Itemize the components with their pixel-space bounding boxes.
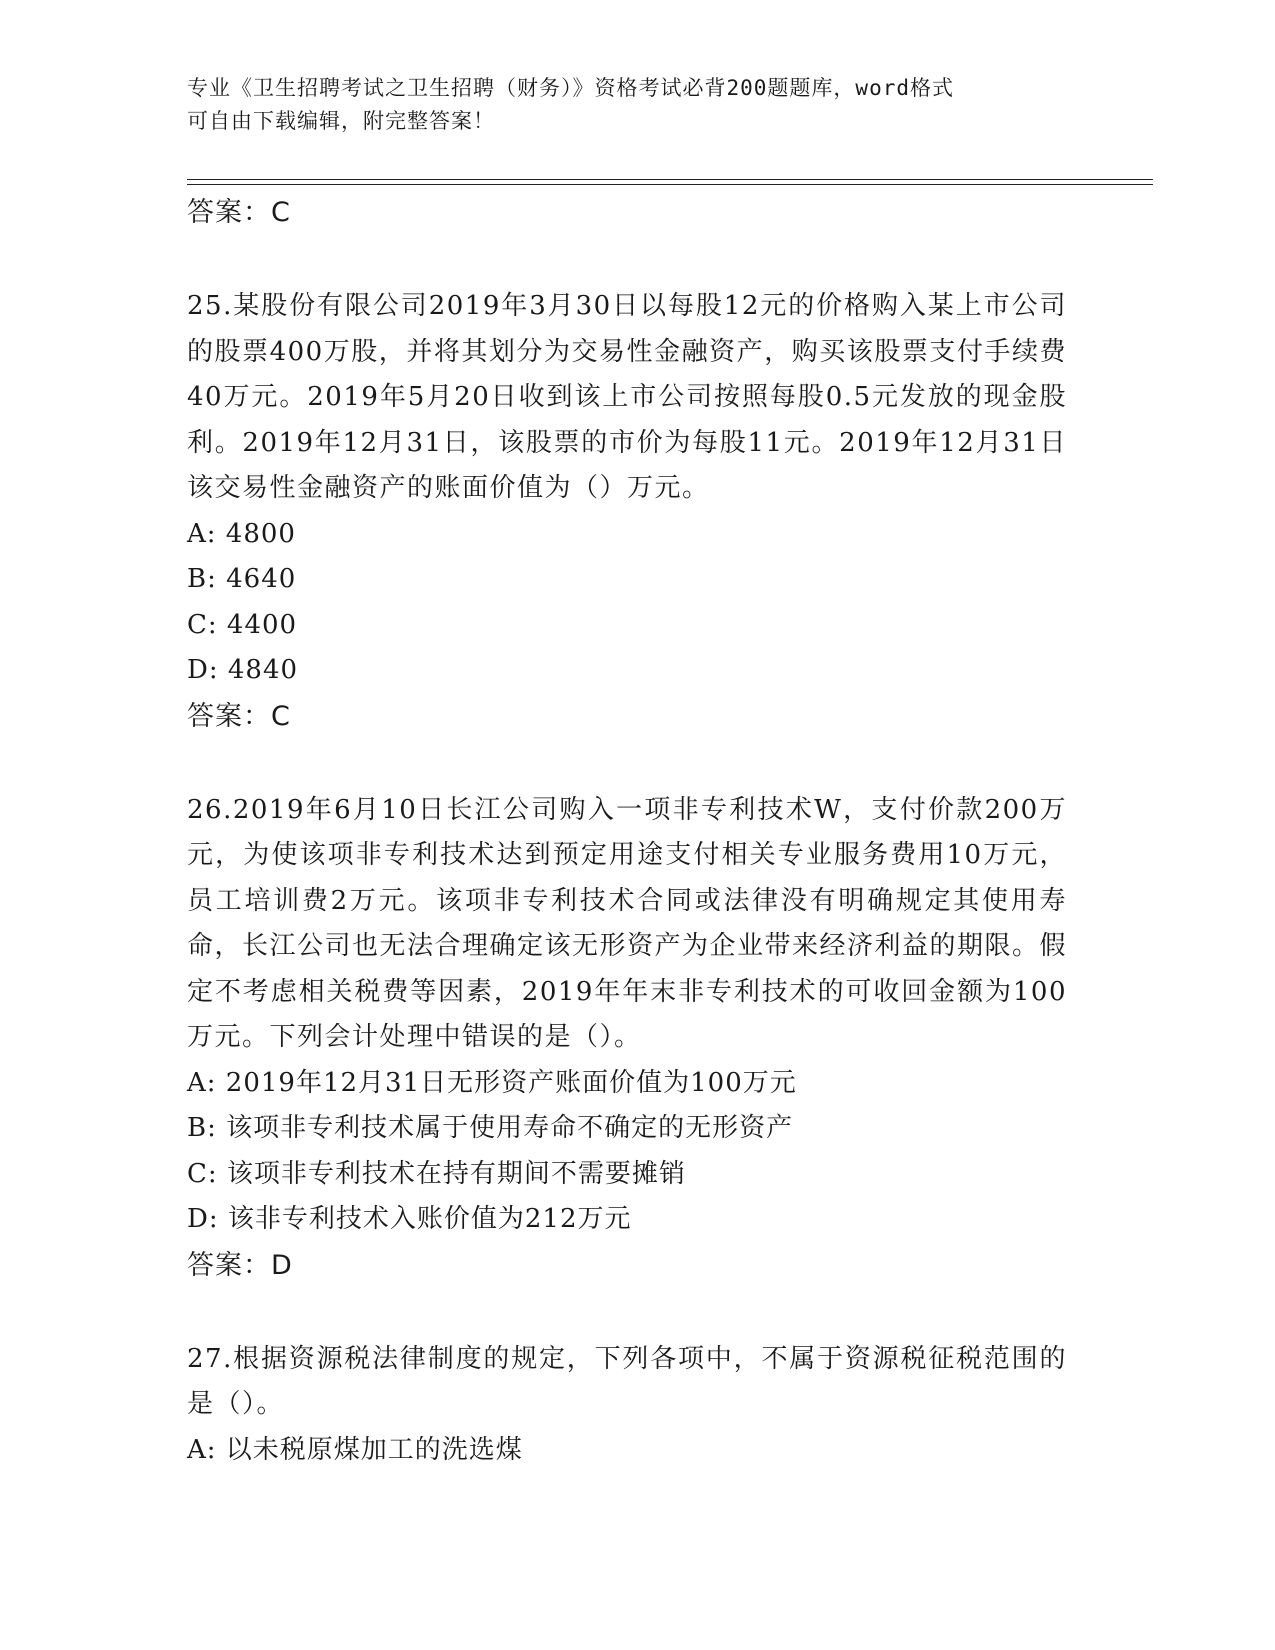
option-c: C: 4400	[187, 609, 298, 640]
header-line-2: 可自由下载编辑，附完整答案！	[187, 109, 495, 133]
option-a: A: 4800	[187, 518, 296, 549]
question-26	[187, 788, 1067, 1289]
option-b: B: 该项非专利技术属于使用寿命不确定的无形资产	[187, 1113, 794, 1143]
option-d: D: 该非专利技术入账价值为212万元	[187, 1204, 632, 1234]
option-b: B: 4640	[187, 564, 297, 594]
option-d: D: 4840	[187, 655, 299, 685]
option-a: A: 以未税原煤加工的洗选煤	[187, 1434, 523, 1465]
previous-answer: 答案：C	[187, 197, 291, 228]
header-rule-bottom	[187, 184, 1153, 185]
question-stem: 26.2019年6月10日长江公司购入一项非专利技术W，支付价款200万元，为使该项非专利技术达到预定用途支付相关专业服务费用10万元，员工培训费2万元。该项非专利技术合同或法律没有明确规定其使用寿命，长江公司也无法合理确定该无形资产为企业带来经济利益的期限。假定不考虑相关税费等因素，2019年年末非专利技术的可收回金额为100万元。下列会计处理中错误的是（）。	[187, 794, 1068, 1052]
question-list	[187, 190, 1067, 1473]
question-stem: 27.根据资源税法律制度的规定，下列各项中，不属于资源税征税范围的是（）。	[187, 1343, 1067, 1419]
question-25	[187, 284, 1067, 740]
header-line-1: 专业《卫生招聘考试之卫生招聘（财务）》资格考试必背200题题库，word格式	[187, 76, 954, 100]
option-c: C: 该项非专利技术在持有期间不需要摊销	[187, 1158, 686, 1189]
question-27	[187, 1337, 1067, 1474]
document-header	[187, 72, 1067, 138]
header-rule-top	[187, 179, 1153, 180]
answer: 答案：C	[187, 700, 291, 732]
option-a: A: 2019年12月31日无形资产账面价值为100万元	[187, 1067, 797, 1098]
question-stem: 25.某股份有限公司2019年3月30日以每股12元的价格购入某上市公司的股票400万股，并将其划分为交易性金融资产，购买该股票支付手续费40万元。2019年5月20日收到该上市公司按照每股0.5元发放的现金股利。2019年12月31日，该股票的市价为每股11元。2019年12月31日该交易性金融资产的账面价值为（）万元。	[187, 291, 1067, 503]
answer: 答案：D	[187, 1249, 293, 1281]
